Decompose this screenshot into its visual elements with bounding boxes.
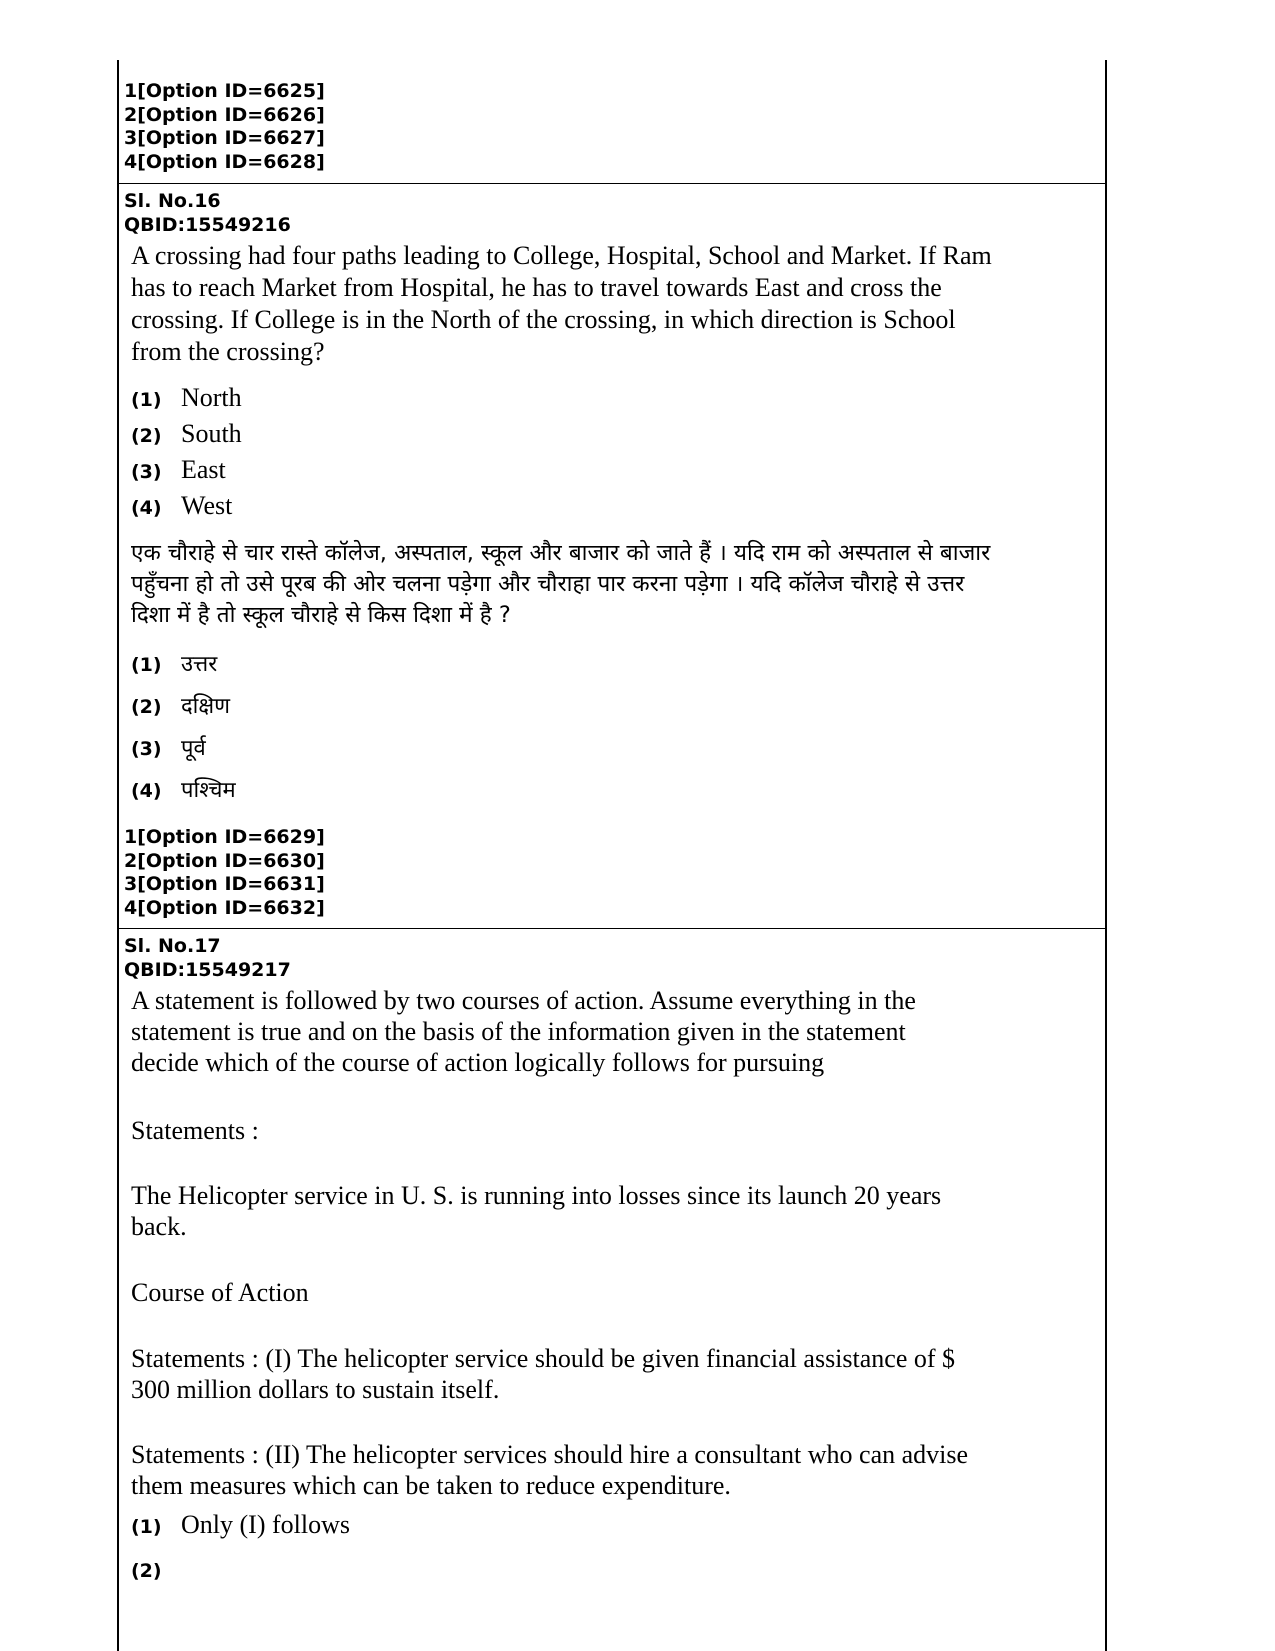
q16-question-hi: एक चौराहे से चार रास्ते कॉलेज, अस्पताल, स्कूल और बाजार को जाते हैं । यदि राम को अस्पताल से बाजार पहुँचना हो तो उसे पूरब की ओर चलना पड़ेगा और चौराहा पार करना पड़ेगा । यदि कॉलेज चौराहे से उत्तर दिशा में है तो स्कूल चौराहे से किस दिशा में है ? <box>131 540 991 628</box>
q17-statements-heading: Statements : <box>131 1116 259 1145</box>
q16-option-en-4: (4) West <box>131 491 233 520</box>
q16-option-en-2: (2) South <box>131 419 242 448</box>
q17-option-1: (1) Only (I) follows <box>131 1510 350 1539</box>
q16-option-hi-1: (1) उत्तर <box>131 652 218 677</box>
q16-option-hi-3: (3) पूर्व <box>131 736 206 761</box>
qbid: QBID:15549216 <box>124 213 291 236</box>
divider <box>117 928 1107 929</box>
q16-option-en-1: (1) North <box>131 383 242 412</box>
q17-option-2: (2) <box>131 1560 162 1582</box>
option-id: 2[Option ID=6630] <box>124 849 325 872</box>
q16-option-hi-2: (2) दक्षिण <box>131 694 231 719</box>
serial-number: Sl. No.17 <box>124 935 221 957</box>
option-id: 2[Option ID=6626] <box>124 103 325 126</box>
left-border <box>117 60 119 1651</box>
option-id: 1[Option ID=6629] <box>124 826 325 848</box>
q16-option-hi-4: (4) पश्चिम <box>131 778 236 803</box>
q17-statement: The Helicopter service in U. S. is running into losses since its launch 20 years back. <box>131 1181 942 1241</box>
q17-course-2: Statements : (II) The helicopter services should hire a consultant who can advise them measures which can be taken to reduce expenditure. <box>131 1440 969 1500</box>
option-id: 3[Option ID=6631] <box>124 873 325 895</box>
option-id: 4[Option ID=6628] <box>124 150 325 173</box>
q16-option-ids <box>124 826 1094 920</box>
option-id: 1[Option ID=6625] <box>124 80 325 102</box>
q16-option-en-3: (3) East <box>131 455 226 484</box>
option-id: 4[Option ID=6632] <box>124 896 325 919</box>
right-border <box>1105 60 1107 1651</box>
q17-course-heading: Course of Action <box>131 1278 309 1307</box>
serial-number: Sl. No.16 <box>124 190 221 212</box>
top-option-ids <box>124 80 1094 174</box>
q16-question-en: A crossing had four paths leading to College, Hospital, School and Market. If Ram has to reach Market from Hospital, he has to travel towards East and cross the crossing. If College is in the North of the crossing, in which direction is School from the crossing? <box>131 241 992 366</box>
divider <box>117 183 1107 184</box>
q17-intro: A statement is followed by two courses of action. Assume everything in the statement is true and on the basis of the information given in the statement decide which of the course of action logically follows for pursuing <box>131 986 916 1077</box>
option-id: 3[Option ID=6627] <box>124 127 325 149</box>
q17-header <box>124 935 1094 982</box>
qbid: QBID:15549217 <box>124 958 291 981</box>
q17-course-1: Statements : (I) The helicopter service should be given financial assistance of $ 300 million dollars to sustain itself. <box>131 1344 956 1404</box>
q16-header <box>124 190 1094 237</box>
